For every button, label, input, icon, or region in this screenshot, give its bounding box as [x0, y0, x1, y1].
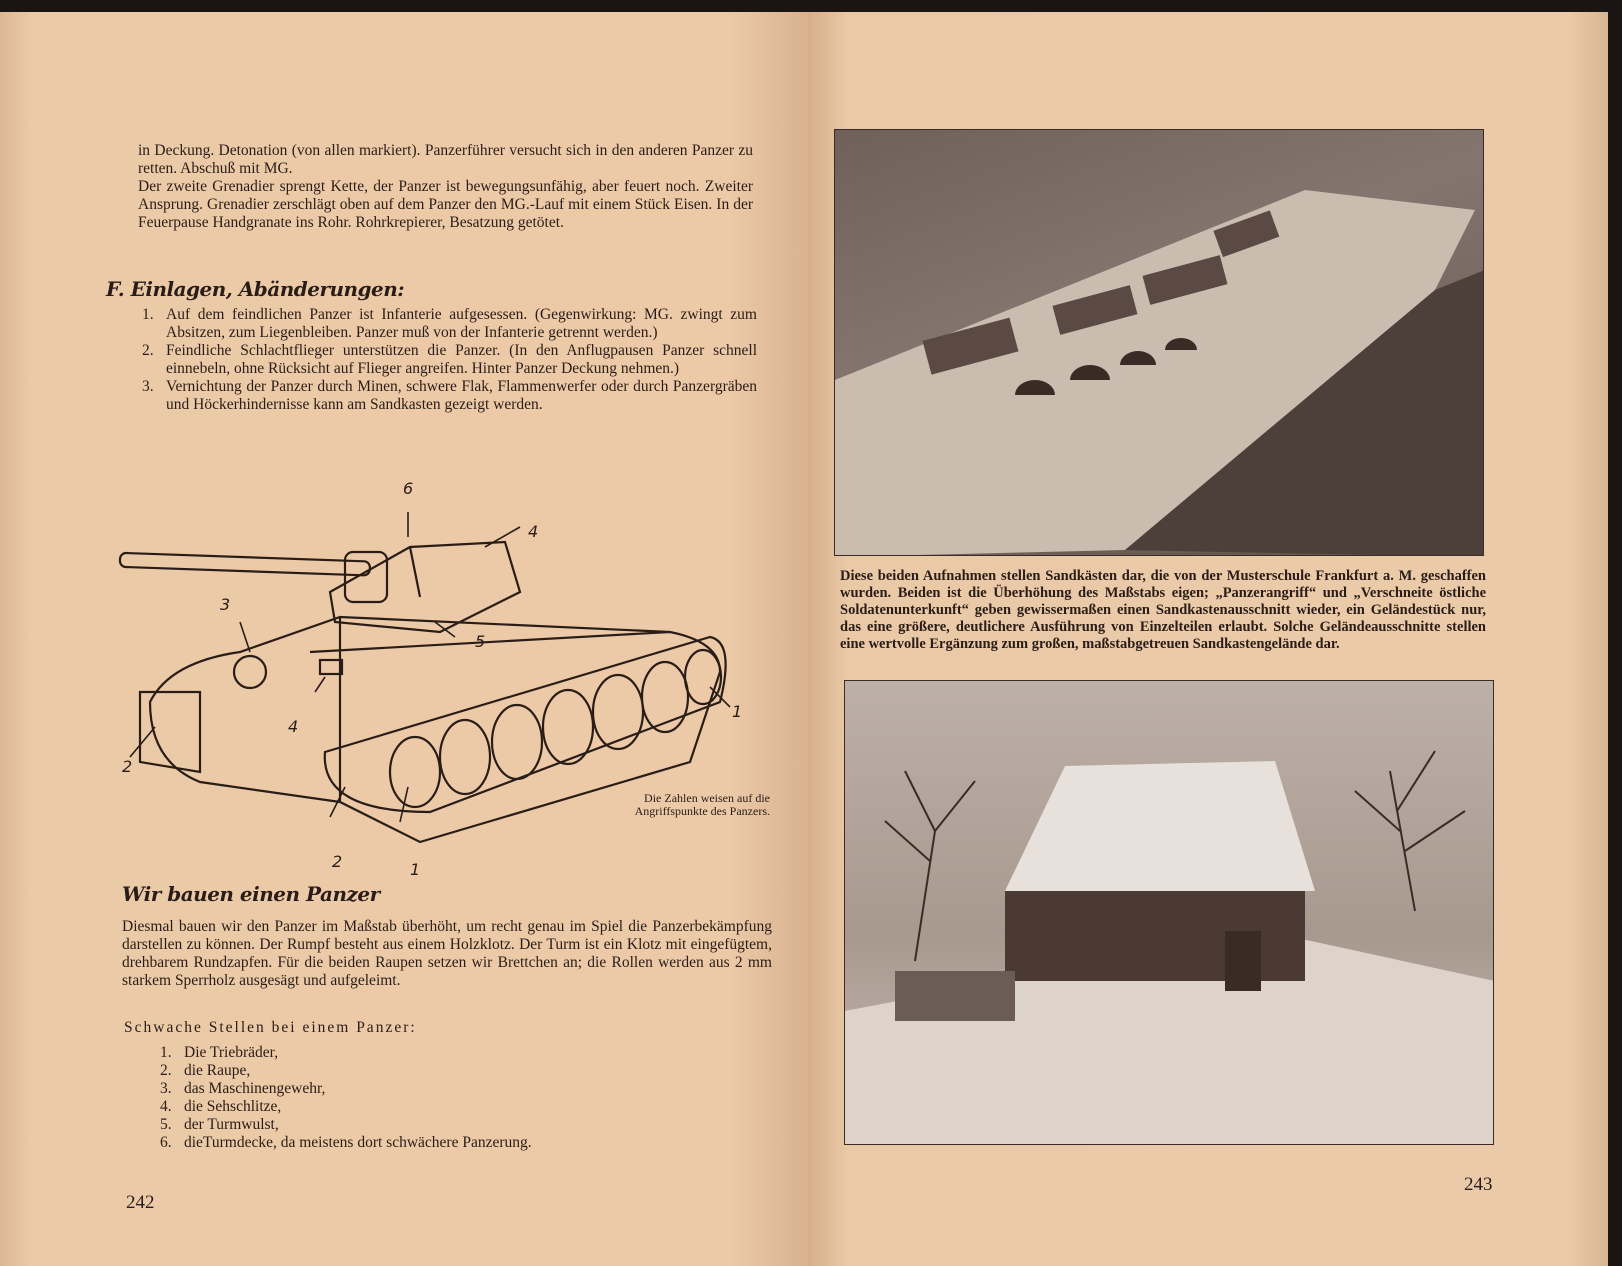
- item-text: Auf dem feindlichen Panzer ist Infanterie aufgesessen. (Gegenwirkung: MG. zwingt zum Absitzen, zum Liegenbleiben. Panzer muß von der Infanterie getrennt werden.): [166, 306, 757, 341]
- label: 1: [732, 702, 743, 721]
- item-number: 1.: [142, 306, 154, 323]
- left-page: [0, 12, 808, 1266]
- label: 5: [475, 632, 486, 651]
- page-number: 242: [126, 1192, 155, 1213]
- item-number: 5.: [160, 1116, 172, 1133]
- item-number: 3.: [142, 378, 154, 395]
- diagram-labels: [122, 482, 742, 879]
- figure-caption: [560, 792, 770, 818]
- label: 3: [220, 595, 231, 614]
- page-number: 243: [1464, 1174, 1493, 1195]
- gun-barrel: [120, 553, 370, 576]
- list-item: [160, 1098, 720, 1116]
- list-item: [142, 342, 757, 378]
- intro-text: [138, 142, 753, 232]
- build-text: Diesmal bauen wir den Panzer im Maßstab überhöht, um recht genau im Spiel die Panzerbekämpfung darstellen zu können. Der Rumpf besteht aus einem Holzklotz. Der Turm ist ein Klotz mit eingefügtem, drehbarem Rundzapfen. Für die beiden Raupen setzen wir Brettchen an; die Rollen werden aus 2 mm starkem Sperrholz ausgesägt und aufgeleimt.: [122, 918, 772, 989]
- sandbox-scene: [835, 130, 1484, 556]
- sandbox-photo-snow-quarters: [844, 680, 1494, 1145]
- item-text: die Sehschlitze,: [184, 1098, 282, 1115]
- tank-diagram: [110, 482, 770, 882]
- item-text: das Maschinengewehr,: [184, 1080, 326, 1097]
- item-number: 6.: [160, 1134, 172, 1151]
- item-text: Vernichtung der Panzer durch Minen, schwere Flak, Flammenwerfer oder durch Panzergräben und Höckerhindernisse kann am Sandkasten gezeigt werden.: [166, 378, 757, 413]
- weak-points-heading: Schwache Stellen bei einem Panzer:: [124, 1019, 417, 1036]
- sandbox-photo-tank-attack: [834, 129, 1484, 556]
- track: [325, 637, 726, 812]
- photo-caption: Diese beiden Aufnahmen stellen Sandkästen dar, die von der Musterschule Frankfurt a. M. geschaffen wurden. Beiden ist die Überhöhung des Maßstabs eigen; „Panzerangriff“ und „Verschneite östliche Soldatenunterkunft“ geben gewissermaßen einen Sandkastenausschnitt wieder, ein Geländestück nur, das eine größere, deutlichere Ausführung von Einzelteilen erlaubt. Solche Geländeausschnitte stellen eine wertvolle Ergänzung zum großen, maßstabgetreuen Sandkastengelände dar.: [840, 568, 1486, 652]
- item-number: 2.: [160, 1062, 172, 1079]
- item-number: 4.: [160, 1098, 172, 1115]
- paragraph: in Deckung. Detonation (von allen markiert). Panzerführer versucht sich in den anderen Panzer zu retten. Abschuß mit MG.: [138, 142, 753, 177]
- item-text: Die Triebräder,: [184, 1044, 279, 1061]
- item-number: 1.: [160, 1044, 172, 1061]
- label: 1: [410, 860, 421, 879]
- right-page: [808, 12, 1608, 1266]
- list-item: [160, 1062, 720, 1080]
- label: 4: [528, 522, 539, 541]
- item-text: der Turmwulst,: [184, 1116, 279, 1133]
- list-item: [160, 1080, 720, 1098]
- label: 4: [288, 717, 299, 736]
- sled: [895, 971, 1015, 1021]
- road-wheels: [390, 650, 721, 807]
- item-number: 2.: [142, 342, 154, 359]
- list-item: [160, 1044, 720, 1062]
- list-item: [160, 1116, 720, 1134]
- build-heading: Wir bauen einen Panzer: [122, 882, 380, 906]
- section-list: [142, 306, 757, 414]
- well: [1225, 931, 1261, 991]
- mg-mount: [234, 656, 266, 688]
- pointer-arrows: [130, 512, 730, 822]
- item-text: Feindliche Schlachtflieger unterstützen die Panzer. (In den Anflugpausen Panzer schnell einnebeln, ohne Rücksicht auf Flieger angreifen. Hinter Panzer Deckung nehmen.): [166, 342, 757, 377]
- label: 2: [332, 852, 343, 871]
- label: 2: [122, 757, 133, 776]
- hull-edges: [310, 617, 670, 802]
- snowy-roof: [1005, 761, 1315, 891]
- weak-points-list: [160, 1044, 720, 1152]
- list-item: [142, 306, 757, 342]
- snow-scene: [845, 681, 1494, 1145]
- paragraph: Der zweite Grenadier sprengt Kette, der Panzer ist bewegungsunfähig, aber feuert noch. Zweiter Ansprung. Grenadier zerschlägt oben auf dem Panzer den MG.-Lauf mit einem Stück Eisen. In der Feuerpause Handgranate ins Rohr. Rohrkrepierer, Besatzung getötet.: [138, 178, 753, 231]
- gun-mantlet: [345, 552, 387, 602]
- item-text: die Raupe,: [184, 1062, 251, 1079]
- vision-slit: [320, 660, 342, 674]
- list-item: [160, 1134, 720, 1152]
- label: 6: [403, 482, 414, 498]
- caption-line: Die Zahlen weisen auf die: [644, 791, 770, 805]
- list-item: [142, 378, 757, 414]
- section-heading: F. Einlagen, Abänderungen:: [106, 277, 405, 301]
- item-number: 3.: [160, 1080, 172, 1097]
- item-text: dieTurmdecke, da meistens dort schwächere Panzerung.: [184, 1134, 532, 1151]
- caption-line: Angriffspunkte des Panzers.: [634, 804, 770, 818]
